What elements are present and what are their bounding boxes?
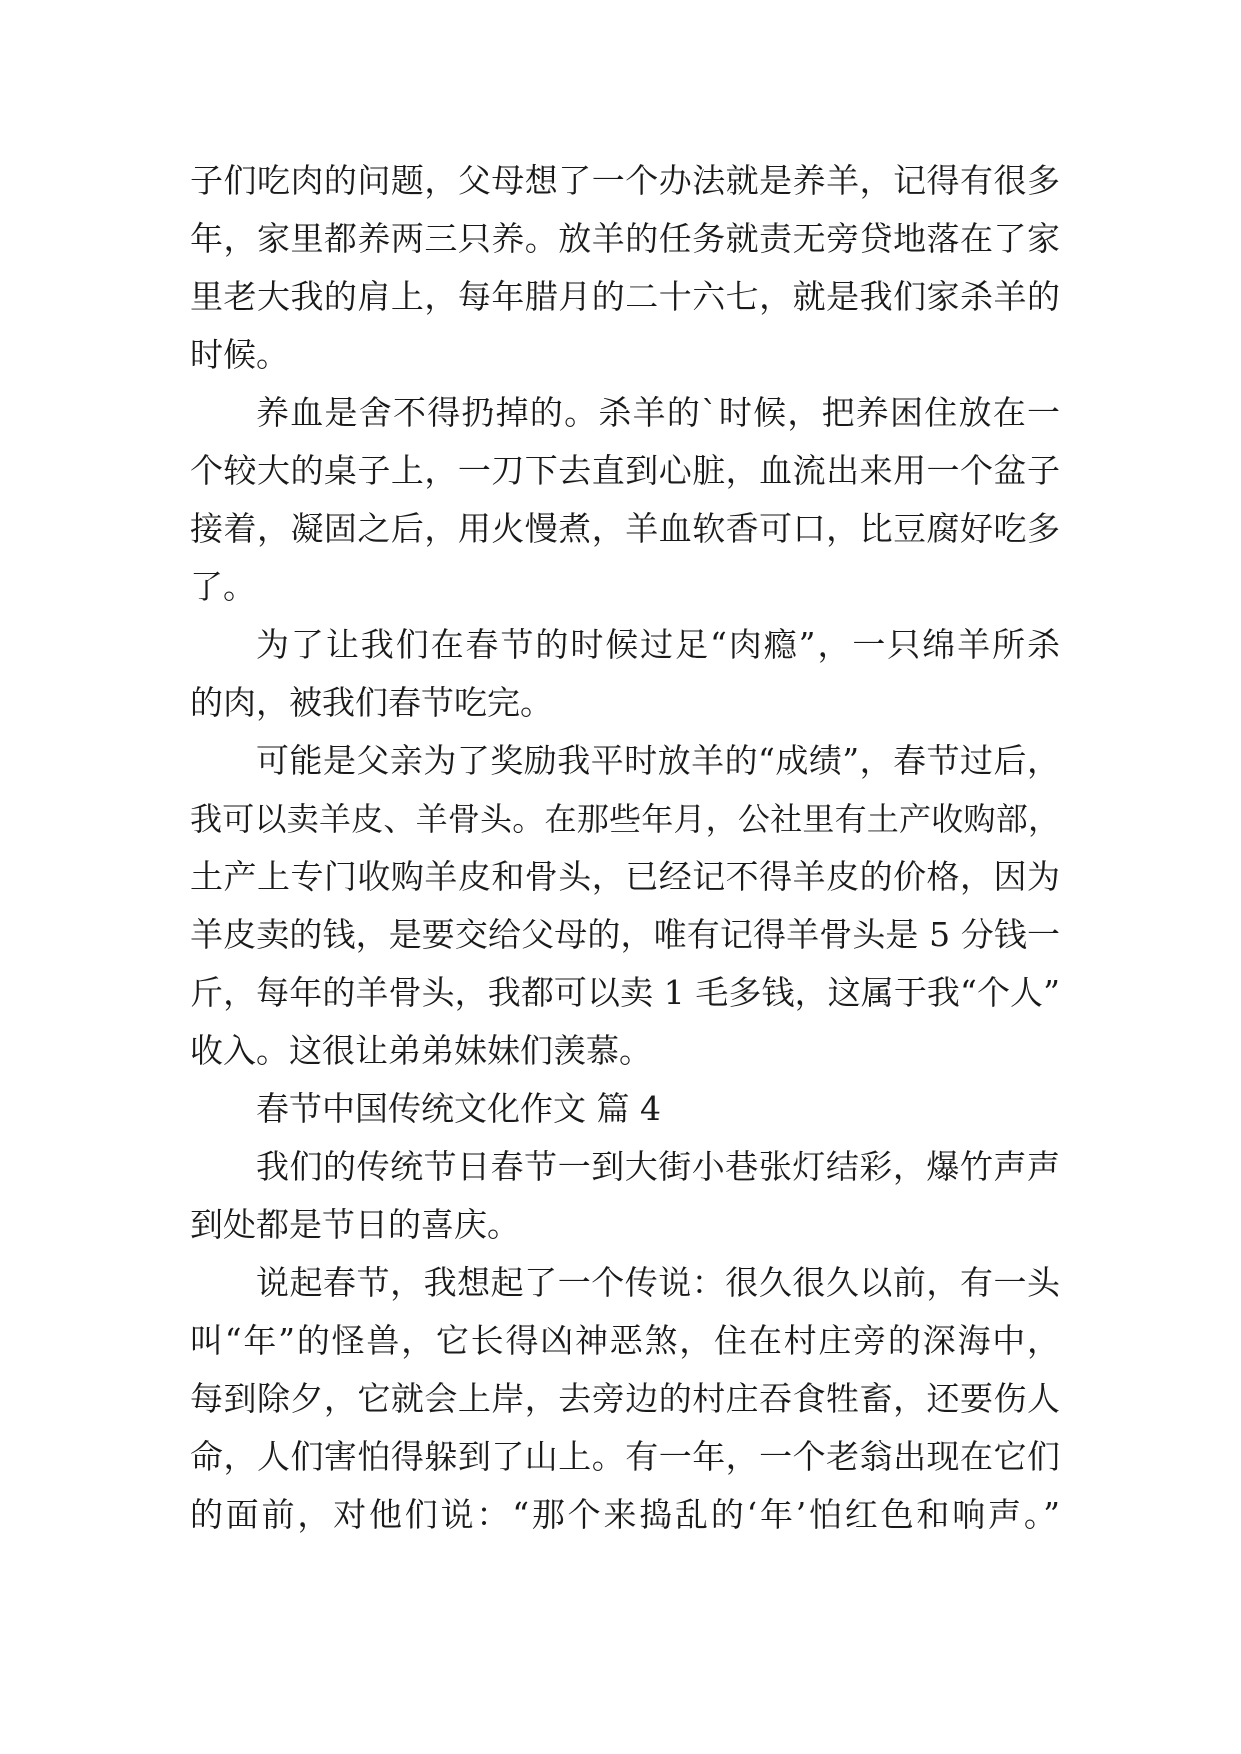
text-line: 每到除夕，它就会上岸，去旁边的村庄吞食牲畜，还要伤人 xyxy=(190,1379,1060,1418)
text-line: 我可以卖羊皮、羊骨头。在那些年月，公社里有土产收购部， xyxy=(190,800,1060,838)
text-line: 斤，每年的羊骨头，我都可以卖 1 毛多钱，这属于我“个人” xyxy=(190,973,1060,1012)
text-line: 为了让我们在春节的时候过足“肉瘾”，一只绵羊所杀 xyxy=(256,625,1060,664)
text-line: 可能是父亲为了奖励我平时放羊的“成绩”，春节过后， xyxy=(256,741,1060,780)
text-line: 了。 xyxy=(190,567,256,606)
text-line: 收入。这很让弟弟妹妹们羡慕。 xyxy=(190,1031,652,1070)
text-line: 的肉，被我们春节吃完。 xyxy=(190,683,553,722)
text-line: 说起春节，我想起了一个传说：很久很久以前，有一头 xyxy=(256,1263,1060,1302)
text-line: 养血是舍不得扔掉的。杀羊的`时候，把养困住放在一 xyxy=(256,393,1060,432)
text-line: 子们吃肉的问题，父母想了一个办法就是养羊，记得有很多 xyxy=(190,161,1060,200)
article-body xyxy=(190,152,1060,1544)
text-line: 时候。 xyxy=(190,335,289,374)
text-line: 个较大的桌子上，一刀下去直到心脏，血流出来用一个盆子 xyxy=(190,451,1060,490)
text-line: 的面前，对他们说：“那个来捣乱的‘年’怕红色和响声。” xyxy=(190,1495,1060,1534)
section-heading: 春节中国传统文化作文 篇 4 xyxy=(256,1089,661,1128)
text-line: 土产上专门收购羊皮和骨头，已经记不得羊皮的价格，因为 xyxy=(190,857,1060,896)
text-line: 接着，凝固之后，用火慢煮，羊血软香可口，比豆腐好吃多 xyxy=(190,509,1060,548)
text-line: 里老大我的肩上，每年腊月的二十六七，就是我们家杀羊的 xyxy=(190,277,1060,316)
text-line: 羊皮卖的钱，是要交给父母的，唯有记得羊骨头是 5 分钱一 xyxy=(190,915,1060,954)
text-line: 年，家里都养两三只养。放羊的任务就责无旁贷地落在了家 xyxy=(190,219,1060,258)
text-line: 叫“年”的怪兽，它长得凶神恶煞，住在村庄旁的深海中， xyxy=(190,1321,1060,1360)
text-line: 到处都是节日的喜庆。 xyxy=(190,1205,520,1244)
text-line: 命，人们害怕得躲到了山上。有一年，一个老翁出现在它们 xyxy=(190,1437,1060,1476)
text-line: 我们的传统节日春节一到大街小巷张灯结彩，爆竹声声 xyxy=(256,1147,1060,1186)
